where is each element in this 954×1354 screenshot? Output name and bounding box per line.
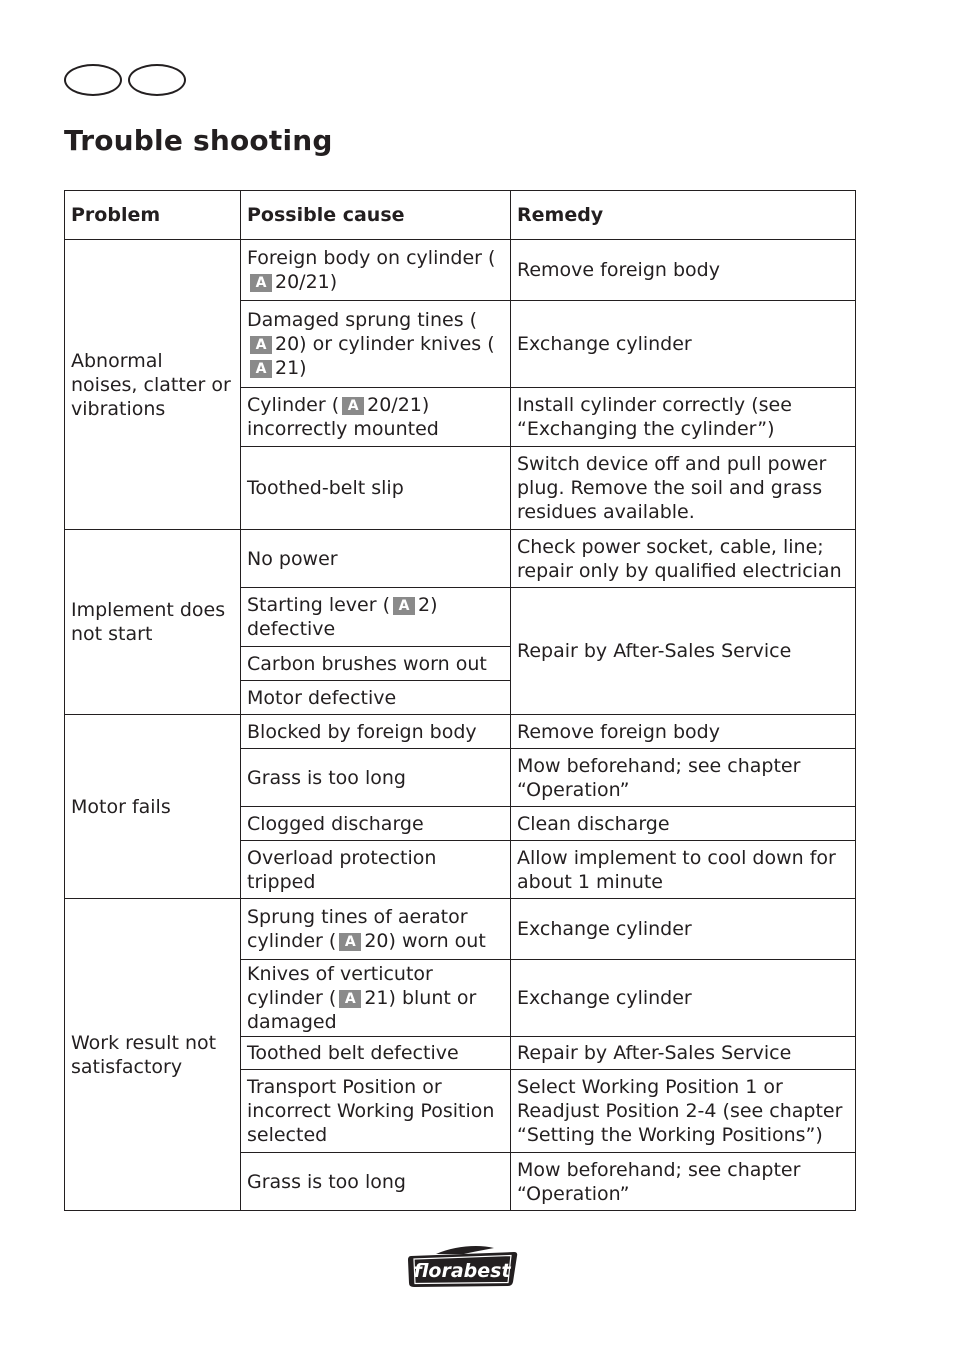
header-possible-cause: Possible cause [241,191,511,240]
figure-ref-badge: A [342,397,364,415]
cause-cell: Grass is too long [241,749,511,807]
problem-cell: Motor fails [65,715,241,899]
logo-text: florabest [413,1260,511,1282]
cause-cell: Motor defective [241,681,511,715]
remedy-cell: Repair by After-Sales Service [511,588,856,715]
remedy-cell: Exchange cylinder [511,301,856,388]
cause-cell: Clogged discharge [241,807,511,841]
cause-cell: Starting lever ( A 2) defective [241,588,511,647]
language-oval-right [128,64,186,96]
remedy-cell: Switch device off and pull power plug. Remove the soil and grass residues available. [511,447,856,530]
table-header-row [65,191,856,240]
page-title: Trouble shooting [64,124,333,157]
cause-cell: Knives of verticutor cylinder ( A 21) blunt or damaged [241,960,511,1037]
cause-cell: Toothed-belt slip [241,447,511,530]
table-row [65,715,856,749]
remedy-cell: Exchange cylinder [511,960,856,1037]
table-row [65,530,856,588]
remedy-cell: Select Working Position 1 or Readjust Position 2-4 (see chapter “Setting the Working Positions”) [511,1070,856,1153]
header-problem: Problem [65,191,241,240]
remedy-cell: Install cylinder correctly (see “Exchanging the cylinder”) [511,388,856,447]
florabest-logo [406,1244,520,1290]
figure-ref-badge: A [393,597,415,615]
figure-ref-badge: A [339,933,361,951]
cause-cell: Blocked by foreign body [241,715,511,749]
problem-cell: Implement does not start [65,530,241,715]
remedy-cell: Allow implement to cool down for about 1 minute [511,841,856,899]
table-row [65,899,856,960]
remedy-cell: Remove foreign body [511,715,856,749]
cause-cell: Sprung tines of aerator cylinder ( A 20) worn out [241,899,511,960]
figure-ref-badge: A [250,336,272,354]
cause-cell: Overload protection tripped [241,841,511,899]
remedy-cell: Mow beforehand; see chapter “Operation” [511,1153,856,1211]
problem-cell: Abnormal noises, clatter or vibrations [65,240,241,530]
figure-ref-badge: A [339,990,361,1008]
cause-cell: Transport Position or incorrect Working Position selected [241,1070,511,1153]
language-oval-left [64,64,122,96]
language-ovals [64,64,190,100]
figure-ref-badge: A [250,274,272,292]
figure-ref-badge: A [250,360,272,378]
troubleshooting-table [64,190,856,1211]
cause-cell: Cylinder ( A 20/21) incorrectly mounted [241,388,511,447]
table-row [65,240,856,301]
problem-cell: Work result not satisfactory [65,899,241,1211]
remedy-cell: Clean discharge [511,807,856,841]
cause-cell: Damaged sprung tines (A 20) or cylinder knives (A 21) [241,301,511,388]
cause-cell: No power [241,530,511,588]
remedy-cell: Repair by After-Sales Service [511,1037,856,1070]
cause-cell: Carbon brushes worn out [241,647,511,681]
remedy-cell: Remove foreign body [511,240,856,301]
cause-cell: Foreign body on cylinder (A 20/21) [241,240,511,301]
cause-cell: Grass is too long [241,1153,511,1211]
cause-cell: Toothed belt defective [241,1037,511,1070]
header-remedy: Remedy [511,191,856,240]
remedy-cell: Check power socket, cable, line; repair only by qualified electrician [511,530,856,588]
remedy-cell: Mow beforehand; see chapter “Operation” [511,749,856,807]
remedy-cell: Exchange cylinder [511,899,856,960]
